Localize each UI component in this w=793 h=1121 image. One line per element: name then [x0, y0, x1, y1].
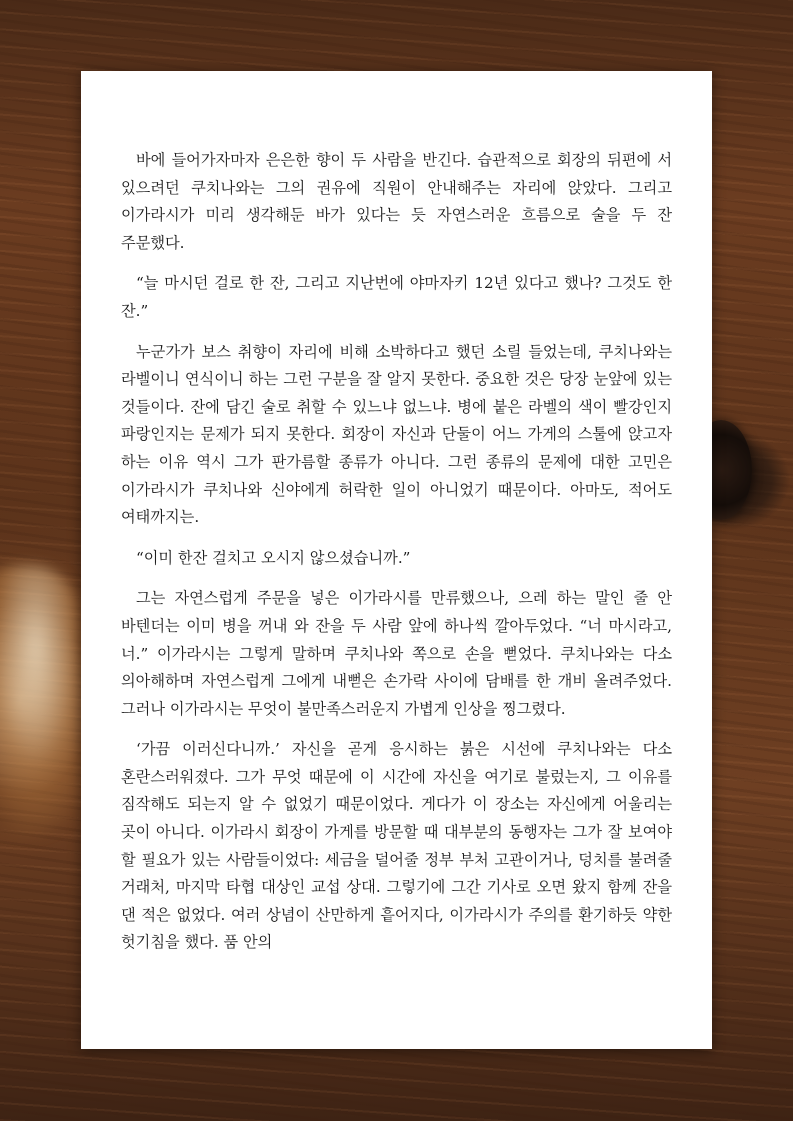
paragraph: 그는 자연스럽게 주문을 넣은 이가라시를 만류했으나, 으레 하는 말인 줄 안 바텐더는 이미 병을 꺼내 와 잔을 두 사람 앞에 하나씩 깔아두었다. “너 마시라고, 너.” 이가라시는 그렇게 말하며 쿠치나와 쪽으로 손을 뻗었다. 쿠치나와는 다소 의아해하며 자연스럽게 그에게 내뻗은 손가락 사이에 담배를 한 개비 올려주었다. 그러나 이가라시는 무엇이 불만족스러운지 가볍게 인상을 찡그렸다.: [121, 589, 672, 718]
paragraph: 누군가가 보스 취향이 자리에 비해 소박하다고 했던 소릴 들었는데, 쿠치나와는 라벨이니 연식이니 하는 그런 구분을 잘 알지 못한다. 중요한 것은 당장 눈앞에 있는 것들이다. 잔에 담긴 술로 취할 수 있느냐 없느냐. 병에 붙은 라벨의 색이 빨강인지 파랑인지는 문제가 되지 못한다. 회장이 자신과 단둘이 어느 가게의 스툴에 앉고자 하는 이유 역시 그가 판가름할 종류가 아니다. 그런 종류의 문제에 대한 고민은 이가라시가 쿠치나와 신야에게 허락한 일이 아니었기 때문이다. 아마도, 적어도 여태까지는.: [121, 342, 672, 527]
paragraph: 바에 들어가자마자 은은한 향이 두 사람을 반긴다. 습관적으로 회장의 뒤편에 서 있으려던 쿠치나와는 그의 권유에 직원이 안내해주는 자리에 앉았다. 그리고 이가라시가 미리 생각해둔 바가 있다는 듯 자연스러운 흐름으로 술을 두 잔 주문했다.: [121, 151, 672, 252]
paper-sheet: [81, 71, 712, 1049]
blurred-glass-decoration: [0, 565, 80, 835]
body-text: [121, 147, 672, 970]
paragraph: “이미 한잔 걸치고 오시지 않으셨습니까.”: [136, 548, 411, 567]
paragraph: ‘가끔 이러신다니까.’ 자신을 곧게 응시하는 붉은 시선에 쿠치나와는 다소 혼란스러워졌다. 그가 무엇 때문에 이 시간에 자신을 여기로 불렀는지, 그 이유를 짐작해도 되는지 알 수 없었기 때문이었다. 게다가 이 장소는 자신에게 어울리는 곳이 아니다. 이가라시 회장이 가게를 방문할 때 대부분의 동행자는 그가 잘 보여야 할 필요가 있는 사람들이었다: 세금을 덜어줄 정부 부처 고관이거나, 덩치를 불려줄 거래처, 마지막 타협 대상인 교섭 상대. 그렇기에 그간 기사로 오면 왔지 함께 잔을 댄 적은 없었다. 여러 상념이 산만하게 흩어지다, 이가라시가 주의를 환기하듯 약한 헛기침을 했다. 품 안의: [121, 740, 672, 952]
paragraph: “늘 마시던 걸로 한 잔, 그리고 지난번에 야마자키 12년 있다고 했나? 그것도 한 잔.”: [121, 274, 672, 320]
